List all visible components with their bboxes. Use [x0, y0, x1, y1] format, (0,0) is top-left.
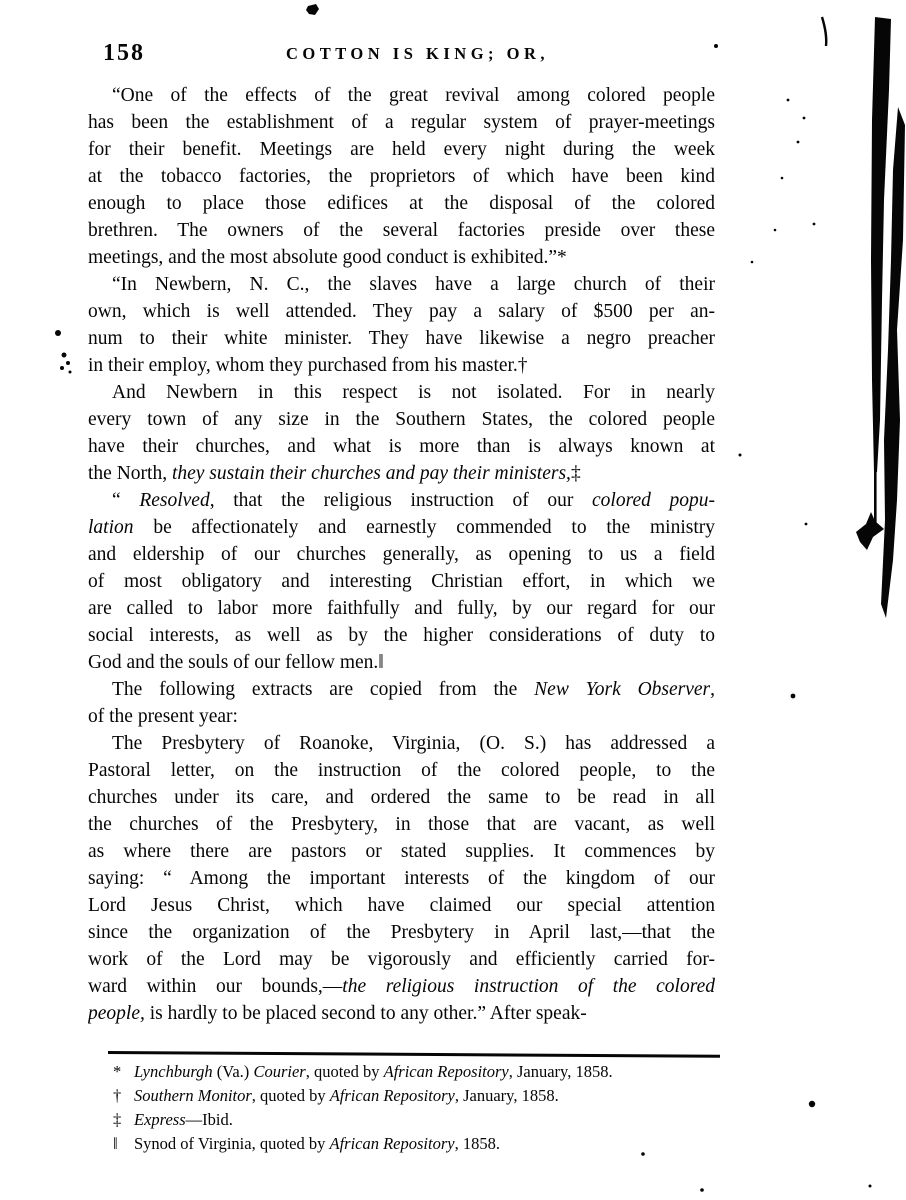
- ink-speck: [797, 141, 800, 144]
- ink-blob-top-center: [306, 4, 319, 15]
- text-line: ward within our bounds,—the religious instruction of the colored: [88, 976, 715, 997]
- text-line: “ Resolved, that the religious instruction of our colored popu-: [112, 490, 715, 511]
- ink-speck: [751, 261, 754, 264]
- ink-speck: [700, 1188, 704, 1192]
- footnote-marker: †: [113, 1086, 122, 1105]
- text-line: the North, they sustain their churches and pay their ministers,‡: [88, 463, 581, 484]
- paragraph: [88, 730, 715, 1027]
- text-line: work of the Lord may be vigorously and efficiently carried for-: [88, 949, 715, 970]
- footnote: * Lynchburgh (Va.) Courier, quoted by African Repository, January, 1858.: [113, 1060, 753, 1084]
- text-line: and eldership of our churches generally, as opening to us a field: [88, 544, 715, 565]
- ink-streak-right-1-tail: [874, 470, 877, 526]
- ink-streak-right-1: [871, 17, 891, 472]
- ink-tick: [822, 17, 826, 46]
- ink-speck: [774, 229, 777, 232]
- page-header: [88, 40, 715, 68]
- footnote: ‡ Express—Ibid.: [113, 1108, 753, 1132]
- text-line: social interests, as well as by the higher considerations of duty to: [88, 625, 715, 646]
- text-line: The Presbytery of Roanoke, Virginia, (O. S.) has addressed a: [112, 733, 715, 754]
- text-line: And Newbern in this respect is not isolated. For in nearly: [112, 382, 715, 403]
- ink-blob-arrow: [856, 512, 884, 550]
- text-line: of the present year:: [88, 706, 238, 727]
- text-line: num to their white minister. They have likewise a negro preacher: [88, 328, 715, 349]
- text-line: every town of any size in the Southern States, the colored people: [88, 409, 715, 430]
- footnote: ‖ Synod of Virginia, quoted by African Repository, 1858.: [113, 1132, 753, 1156]
- text-line: has been the establishment of a regular system of prayer-meetings: [88, 112, 715, 133]
- text-line: since the organization of the Presbytery in April last,—that the: [88, 922, 715, 943]
- text-line: “In Newbern, N. C., the slaves have a large church of their: [112, 274, 715, 295]
- text-line: churches under its care, and ordered the same to be read in all: [88, 787, 715, 808]
- ink-speck: [813, 223, 816, 226]
- text-line: of most obligatory and interesting Christian effort, in which we: [88, 571, 715, 592]
- ink-speck: [781, 177, 784, 180]
- text-line: are called to labor more faithfully and fully, by our regard for our: [88, 598, 715, 619]
- text-line: in their employ, whom they purchased from his master.†: [88, 355, 528, 376]
- ink-speck: [803, 117, 806, 120]
- ink-speck: [791, 694, 796, 699]
- text-line: saying: “ Among the important interests of the kingdom of our: [88, 868, 715, 889]
- text-line: at the tobacco factories, the proprietors of which have been kind: [88, 166, 715, 187]
- text-line: “One of the effects of the great revival among colored people: [112, 85, 715, 106]
- text-line: as where there are pastors or stated supplies. It commences by: [88, 841, 715, 862]
- ink-speck: [787, 99, 790, 102]
- text-line: brethren. The owners of the several factories preside over these: [88, 220, 715, 241]
- footnote-marker: ‡: [113, 1110, 122, 1129]
- paragraph: [88, 379, 715, 487]
- text-line: The following extracts are copied from the New York Observer,: [112, 679, 715, 700]
- text-line: meetings, and the most absolute good conduct is exhibited.”*: [88, 247, 567, 268]
- footnote-divider: [108, 1051, 720, 1057]
- paragraph: [88, 82, 715, 271]
- text-line: people, is hardly to be placed second to any other.” After speak-: [88, 1003, 587, 1024]
- ink-speck: [739, 454, 742, 457]
- footnote: † Southern Monitor, quoted by African Repository, January, 1858.: [113, 1084, 753, 1108]
- ink-speck: [805, 523, 808, 526]
- footnotes: [113, 1060, 753, 1156]
- ink-speck: [55, 330, 61, 336]
- text-line: have their churches, and what is more than is always known at: [88, 436, 715, 457]
- text-line: Pastoral letter, on the instruction of the colored people, to the: [88, 760, 715, 781]
- text-line: the churches of the Presbytery, in those that are vacant, as well: [88, 814, 715, 835]
- page-number: 158: [103, 40, 145, 66]
- paragraph: [88, 487, 715, 676]
- ink-speck: [869, 1185, 872, 1188]
- ink-speck: [69, 371, 72, 374]
- text-line: own, which is well attended. They pay a salary of $500 per an-: [88, 301, 715, 322]
- ink-speck: [62, 353, 67, 358]
- paragraph: [88, 676, 715, 730]
- paragraph: [88, 271, 715, 379]
- text-line: God and the souls of our fellow men.‖: [88, 652, 384, 673]
- ink-speck: [60, 366, 64, 370]
- ink-speck: [66, 361, 70, 365]
- text-line: enough to place those edifices at the disposal of the colored: [88, 193, 715, 214]
- footnote-marker: ‖: [113, 1134, 118, 1153]
- text-line: for their benefit. Meetings are held every night during the week: [88, 139, 715, 160]
- text-line: Lord Jesus Christ, which have claimed our special attention: [88, 895, 715, 916]
- ink-speck: [809, 1101, 815, 1107]
- text-line: lation be affectionately and earnestly commended to the ministry: [88, 517, 715, 538]
- ink-streak-right-2: [881, 107, 905, 618]
- footnote-marker: *: [113, 1062, 122, 1081]
- running-title: COTTON IS KING; OR,: [285, 44, 550, 63]
- body-text: [88, 82, 715, 1027]
